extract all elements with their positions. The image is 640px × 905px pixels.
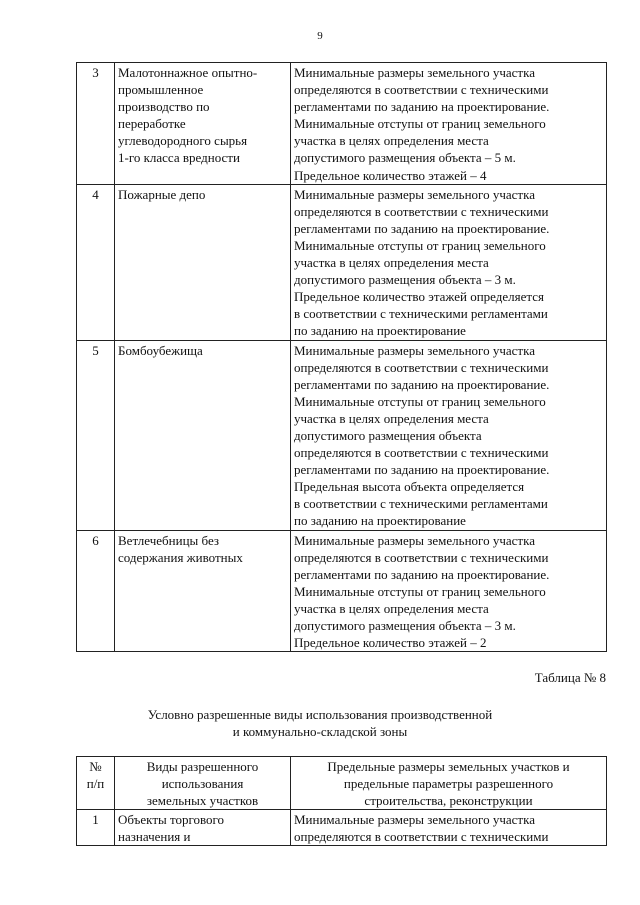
table-row — [77, 63, 607, 185]
use-type-cell — [115, 184, 291, 340]
parameters-cell-line: определяются в соответствии с техническими — [294, 445, 549, 461]
parameters-cell-line: участка в целях определения места — [294, 133, 489, 149]
parameters-cell-line: допустимого размещения объекта – 5 м. — [294, 150, 516, 166]
parameters-cell-line: регламентами по заданию на проектирование. — [294, 220, 550, 236]
header-num-line: п/п — [86, 776, 105, 792]
parameters-cell — [291, 184, 607, 340]
row-number: 4 — [77, 184, 115, 340]
parameters-cell-line: в соответствии с техническими регламентами — [294, 496, 548, 512]
use-type-cell-line: назначения и — [118, 829, 191, 845]
use-type-cell-line: Ветлечебницы без — [118, 532, 220, 548]
row-number: 3 — [77, 63, 115, 185]
parameters-cell-line: по заданию на проектирование — [294, 513, 466, 529]
parameters-cell-line: Минимальные отступы от границ земельного — [294, 237, 546, 253]
header-parameters — [291, 757, 607, 810]
caption-line: и коммунально-складской зоны — [232, 724, 408, 739]
parameters-cell-line: допустимого размещения объекта — [294, 427, 482, 443]
parameters-cell — [291, 810, 607, 846]
parameters-cell-line: Минимальные размеры земельного участка — [294, 342, 535, 358]
use-type-cell — [115, 810, 291, 846]
use-type-cell-line: Бомбоубежища — [118, 342, 203, 358]
use-type-cell-line: Объекты торгового — [118, 812, 225, 828]
row-number: 5 — [77, 340, 115, 530]
parameters-cell-line: Минимальные отступы от границ земельного — [294, 393, 546, 409]
page-number: 9 — [317, 30, 323, 42]
table-row — [77, 810, 607, 846]
parameters-cell-line: регламентами по заданию на проектирование. — [294, 99, 550, 115]
parameters-cell-line: Минимальные размеры земельного участка — [294, 532, 535, 548]
parameters-cell-line: Минимальные отступы от границ земельного — [294, 583, 546, 599]
use-type-cell — [115, 63, 291, 185]
parameters-cell-line: по заданию на проектирование — [294, 323, 466, 339]
use-type-cell-line: содержания животных — [118, 549, 243, 565]
parameters-cell-line: участка в целях определения места — [294, 600, 489, 616]
row-number: 6 — [77, 530, 115, 652]
table-number: Таблица № 8 — [534, 670, 606, 685]
conditional-use-table — [76, 756, 607, 846]
table-caption — [0, 706, 640, 740]
parameters-cell-line: определяются в соответствии с техническими — [294, 829, 549, 845]
use-type-cell-line: 1-го класса вредности — [118, 150, 240, 166]
parameters-cell-line: Минимальные размеры земельного участка — [294, 65, 535, 80]
header-row — [77, 757, 607, 810]
parameters-cell-line: Предельное количество этажей определяется — [294, 289, 544, 305]
parameters-cell-line: Минимальные размеры земельного участка — [294, 186, 535, 202]
parameters-cell-line: участка в целях определения места — [294, 255, 489, 271]
parameters-cell-line: допустимого размещения объекта – 3 м. — [294, 272, 516, 288]
parameters-cell-line: Предельная высота объекта определяется — [294, 479, 525, 495]
parameters-cell-line: регламентами по заданию на проектирование. — [294, 462, 550, 478]
use-type-cell-line: производство по — [118, 99, 210, 115]
use-type-cell-line: промышленное — [118, 82, 204, 98]
regulations-table-continued — [76, 62, 607, 652]
header-num-line: № — [89, 759, 102, 774]
parameters-cell-line: Минимальные размеры земельного участка — [294, 812, 535, 828]
parameters-cell — [291, 340, 607, 530]
header-use-type-line: земельных участков — [146, 793, 259, 809]
header-parameters-line: Предельные размеры земельных участков и — [327, 759, 570, 774]
parameters-cell — [291, 63, 607, 185]
use-type-cell-line: Малотоннажное опытно- — [118, 65, 258, 80]
parameters-cell-line: Минимальные отступы от границ земельного — [294, 116, 546, 132]
parameters-cell-line: допустимого размещения объекта – 3 м. — [294, 618, 516, 633]
parameters-cell-line: определяются в соответствии с техническими — [294, 549, 549, 565]
header-use-type-line: использования — [161, 776, 244, 792]
use-type-cell — [115, 340, 291, 530]
use-type-cell — [115, 530, 291, 652]
parameters-cell-line: в соответствии с техническими регламентами — [294, 306, 548, 322]
parameters-cell-line: регламентами по заданию на проектирование. — [294, 376, 550, 392]
parameters-cell-line: определяются в соответствии с техническими — [294, 359, 549, 375]
parameters-cell-line: определяются в соответствии с техническими — [294, 82, 549, 98]
header-parameters-line: строительства, реконструкции — [364, 793, 533, 809]
table-row — [77, 530, 607, 652]
table-row — [77, 340, 607, 530]
header-use-type-line: Виды разрешенного — [146, 759, 259, 774]
parameters-cell — [291, 530, 607, 652]
header-parameters-line: предельные параметры разрешенного — [343, 776, 554, 792]
table-row — [77, 184, 607, 340]
parameters-cell-line: определяются в соответствии с техническими — [294, 203, 549, 219]
row-number: 1 — [77, 810, 115, 846]
use-type-cell-line: Пожарные депо — [118, 186, 206, 202]
parameters-cell-line: участка в целях определения места — [294, 410, 489, 426]
caption-line: Условно разрешенные виды использования производственной — [147, 707, 493, 722]
parameters-cell-line: Предельное количество этажей – 4 — [294, 167, 487, 183]
parameters-cell-line: регламентами по заданию на проектирование. — [294, 566, 550, 582]
header-num — [77, 757, 115, 810]
use-type-cell-line: углеводородного сырья — [118, 133, 248, 149]
parameters-cell-line: Предельное количество этажей – 2 — [294, 635, 487, 651]
header-use-type — [115, 757, 291, 810]
use-type-cell-line: переработке — [118, 116, 186, 132]
